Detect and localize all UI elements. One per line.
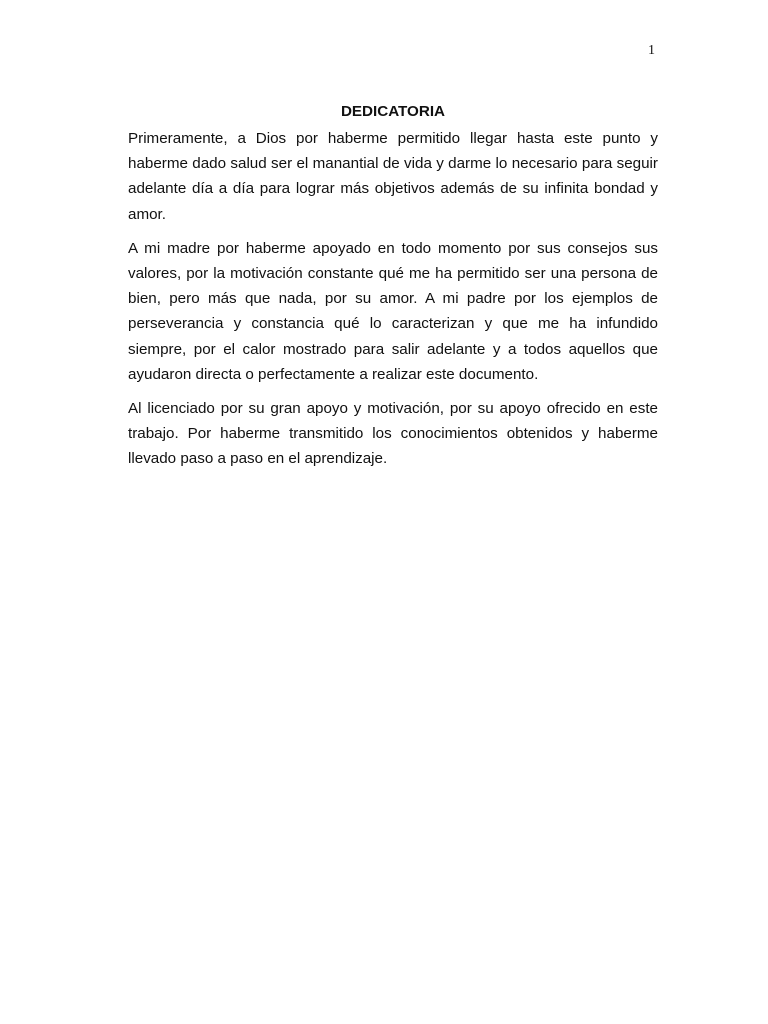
page-number: 1 (648, 43, 655, 58)
document-body (128, 102, 658, 481)
paragraph-licenciado: Al licenciado por su gran apoyo y motivación, por su apoyo ofrecido en este trabajo. Por haberme transmitido los conocimientos obtenidos y haberme llevado paso a paso en el aprendizaje. (128, 400, 658, 468)
page-title: DEDICATORIA (340, 103, 446, 120)
paragraph-parents: A mi madre por haberme apoyado en todo momento por sus consejos sus valores, por la motivación constante qué me ha permitido ser una persona de bien, pero más que nada, por su amor. A mi padre por los ejemplos de perseverancia y constancia qué lo caracterizan y que me ha infundido siempre, por el calor mostrado para salir adelante y a todos aquellos que ayudaron directa o perfectamente a realizar este documento. (128, 239, 658, 383)
paragraph-god: Primeramente, a Dios por haberme permitido llegar hasta este punto y haberme dado salud ser el manantial de vida y darme lo necesario para seguir adelante día a día para lograr más objetivos además de su infinita bondad y amor. (128, 130, 658, 223)
